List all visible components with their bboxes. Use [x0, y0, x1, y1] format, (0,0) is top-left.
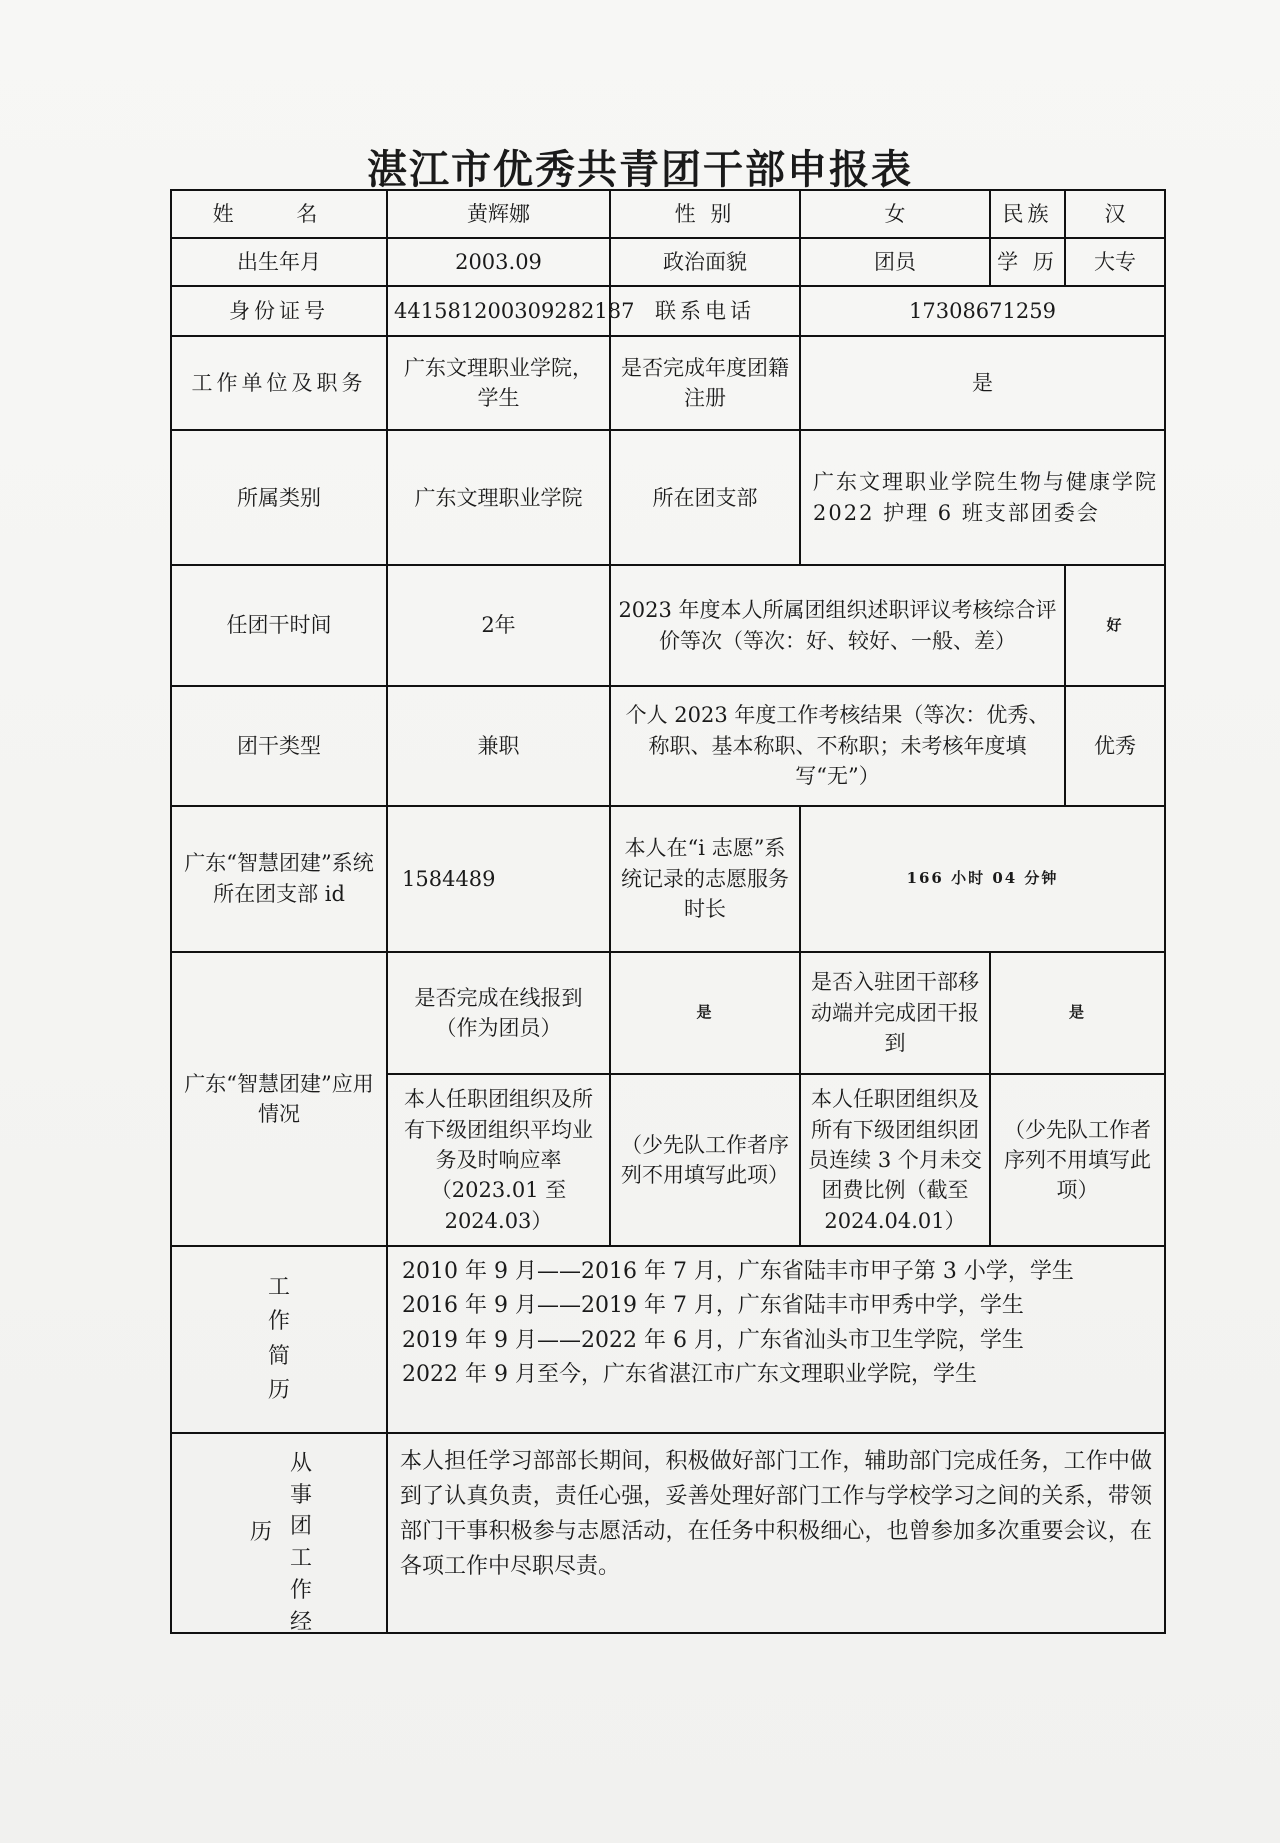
resume-line: 2022 年 9 月至今，广东省湛江市广东文理职业学院，学生	[402, 1361, 977, 1387]
unit-value: 广东文理职业学院，学生	[387, 336, 610, 430]
name-value: 黄辉娜	[387, 190, 610, 238]
id-label: 身份证号	[171, 286, 387, 336]
form-title: 湛江市优秀共青团干部申报表	[367, 146, 913, 193]
resume-label-char: 作	[267, 1309, 290, 1335]
mobile-checkin-label: 是否入驻团干部移动端并完成团干报到	[800, 952, 990, 1074]
assessment-label: 2023 年度本人所属团组织述职评议考核综合评价等次（等次：好、较好、一般、差）	[610, 565, 1065, 685]
phone-label: 联系电话	[610, 286, 800, 336]
political-label: 政治面貌	[610, 238, 800, 286]
ethnicity-label: 民族	[990, 190, 1065, 238]
name-label: 姓 名	[171, 190, 387, 238]
type-label: 团干类型	[171, 686, 387, 806]
category-label: 所属类别	[171, 430, 387, 565]
application-form-table	[170, 189, 1166, 1634]
registered-value: 是	[800, 336, 1165, 430]
political-value: 团员	[800, 238, 990, 286]
birth-label: 出生年月	[171, 238, 387, 286]
resume-label-char: 工	[267, 1275, 290, 1301]
row-tenure	[171, 565, 1165, 685]
row-basic-1	[171, 190, 1165, 238]
gender-label: 性 别	[610, 190, 800, 238]
resume-line: 2010 年 9 月——2016 年 7 月，广东省陆丰市甲子第 3 小学，学生	[402, 1259, 1074, 1285]
birth-value: 2003.09	[387, 238, 610, 286]
id-value: 441581200309282187	[387, 286, 610, 336]
row-experience	[171, 1433, 1165, 1633]
education-value: 大专	[1065, 238, 1165, 286]
app-usage-label: 广东“智慧团建”应用情况	[171, 952, 387, 1246]
row-type	[171, 686, 1165, 806]
row-unit	[171, 336, 1165, 430]
system-id-label: 广东“智慧团建”系统所在团支部 id	[171, 806, 387, 952]
tenure-value: 2年	[387, 565, 610, 685]
response-rate-label: 本人任职团组织及所有下级团组织平均业务及时响应率（2023.01 至 2024.03）	[387, 1074, 610, 1246]
unpaid-fee-label: 本人任职团组织及所有下级团组织团员连续 3 个月未交团费比例（截至 2024.04.01）	[800, 1074, 990, 1246]
response-rate-value: （少先队工作者序列不用填写此项）	[610, 1074, 800, 1246]
mobile-checkin-value: 是	[990, 952, 1165, 1074]
experience-label-char: 历	[250, 1519, 273, 1545]
resume-content	[387, 1246, 1165, 1432]
row-category	[171, 430, 1165, 565]
row-basic-2	[171, 238, 1165, 286]
personal-assessment-label: 个人 2023 年度工作考核结果（等次：优秀、称职、基本称职、不称职；未考核年度填写“无”）	[610, 686, 1065, 806]
experience-label-char: 工	[290, 1546, 313, 1572]
row-resume	[171, 1246, 1165, 1432]
resume-label	[171, 1246, 387, 1432]
experience-label-char: 经	[290, 1610, 313, 1636]
experience-label-char: 作	[290, 1578, 313, 1604]
branch-label: 所在团支部	[610, 430, 800, 565]
experience-content: 本人担任学习部部长期间，积极做好部门工作，辅助部门完成任务，工作中做到了认真负责，责任心强，妥善处理好部门工作与学校学习之间的关系，带领部门干事积极参与志愿活动，在任务中积极细心，也曾参加多次重要会议，在各项工作中尽职尽责。	[387, 1433, 1165, 1633]
experience-label	[171, 1433, 387, 1636]
row-app-1	[171, 952, 1165, 1074]
type-value: 兼职	[387, 686, 610, 806]
category-value: 广东文理职业学院	[387, 430, 610, 565]
education-label: 学 历	[990, 238, 1065, 286]
volunteer-label: 本人在“i 志愿”系统记录的志愿服务时长	[610, 806, 800, 952]
resume-label-char: 历	[267, 1377, 290, 1403]
experience-label-char: 从	[290, 1450, 313, 1476]
branch-value: 广东文理职业学院生物与健康学院 2022 护理 6 班支部团委会	[800, 430, 1165, 565]
resume-label-char: 简	[267, 1343, 290, 1369]
volunteer-value: 166 小时 04 分钟	[800, 806, 1165, 952]
unit-label: 工作单位及职务	[171, 336, 387, 430]
unpaid-fee-value: （少先队工作者序列不用填写此项）	[990, 1074, 1165, 1246]
registered-label: 是否完成年度团籍注册	[610, 336, 800, 430]
resume-line: 2016 年 9 月——2019 年 7 月，广东省陆丰市甲秀中学，学生	[402, 1293, 1024, 1319]
experience-label-char: 团	[290, 1514, 313, 1540]
assessment-value: 好	[1065, 565, 1165, 685]
gender-value: 女	[800, 190, 990, 238]
experience-label-char: 事	[290, 1482, 313, 1508]
system-id-value: 1584489	[387, 806, 610, 952]
personal-assessment-value: 优秀	[1065, 686, 1165, 806]
ethnicity-value: 汉	[1065, 190, 1165, 238]
online-checkin-value: 是	[610, 952, 800, 1074]
phone-value: 17308671259	[800, 286, 1165, 336]
tenure-label: 任团干时间	[171, 565, 387, 685]
row-id-phone	[171, 286, 1165, 336]
resume-line: 2019 年 9 月——2022 年 6 月，广东省汕头市卫生学院，学生	[402, 1327, 1024, 1353]
online-checkin-label: 是否完成在线报到（作为团员）	[387, 952, 610, 1074]
row-system	[171, 806, 1165, 952]
